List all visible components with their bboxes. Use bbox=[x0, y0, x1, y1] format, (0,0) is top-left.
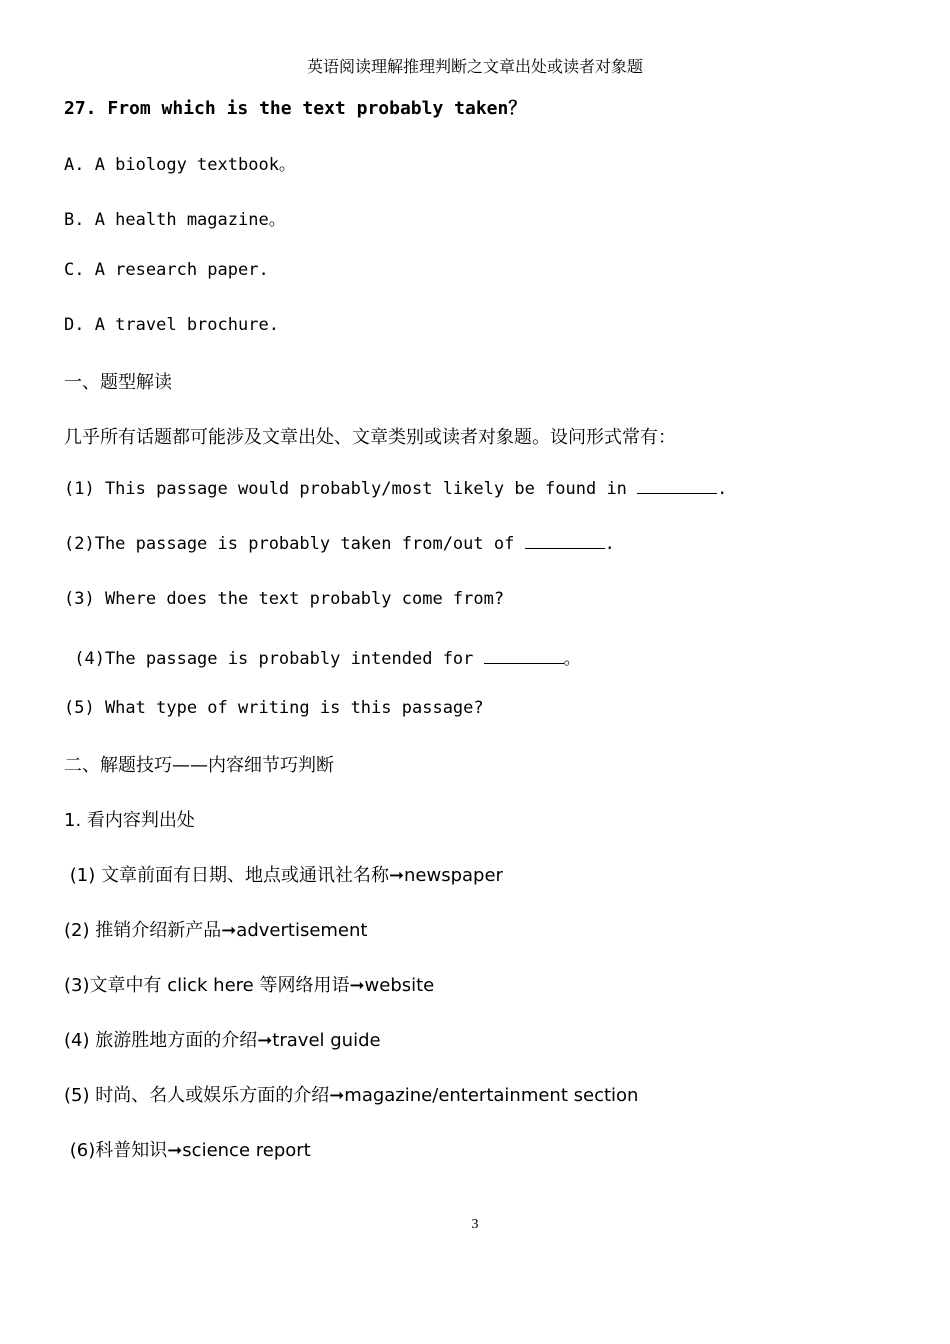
form-5-text: (5) What type of writing is this passage? bbox=[64, 698, 484, 718]
page-header: 英语阅读理解推理判断之文章出处或读者对象题 bbox=[306, 57, 643, 76]
answer-blank bbox=[484, 649, 564, 664]
form-4-end: 。 bbox=[563, 649, 581, 669]
tip-4: (4) 旅游胜地方面的介绍➞travel guide bbox=[64, 1030, 381, 1051]
page-number: 3 bbox=[471, 1217, 479, 1232]
answer-blank bbox=[637, 479, 717, 494]
section1-intro: 几乎所有话题都可能涉及文章出处、文章类别或读者对象题。设问形式常有： bbox=[64, 427, 676, 448]
tip-6: (6)科普知识➞science report bbox=[64, 1140, 311, 1161]
form-3-text: (3) Where does the text probably come from? bbox=[64, 589, 505, 609]
tip-1: (1) 文章前面有日期、地点或通讯社名称➞newspaper bbox=[64, 865, 503, 886]
form-2 bbox=[64, 534, 615, 554]
section1-heading: 一、题型解读 bbox=[64, 372, 172, 393]
option-d: D. A travel brochure. bbox=[64, 315, 279, 335]
section2-heading: 二、解题技巧——内容细节巧判断 bbox=[64, 755, 334, 776]
tip-2: (2) 推销介绍新产品➞advertisement bbox=[64, 920, 368, 941]
answer-blank bbox=[525, 534, 605, 549]
form-3 bbox=[64, 589, 504, 609]
form-2-text: (2)The passage is probably taken from/out of bbox=[64, 534, 525, 554]
question-text: From which is the text probably taken？ bbox=[107, 98, 527, 119]
form-2-end: . bbox=[604, 534, 615, 554]
option-c: C. A research paper. bbox=[64, 260, 269, 280]
form-1 bbox=[64, 479, 727, 499]
form-4 bbox=[64, 644, 581, 669]
question-number: 27. bbox=[64, 98, 97, 119]
tip-3: (3)文章中有 click here 等网络用语➞website bbox=[64, 975, 435, 996]
option-b: B. A health magazine。 bbox=[64, 210, 286, 230]
form-1-text: (1) This passage would probably/most likely be found in bbox=[64, 479, 638, 499]
option-a: A. A biology textbook。 bbox=[64, 155, 296, 175]
tip-5: (5) 时尚、名人或娱乐方面的介绍➞magazine/entertainment section bbox=[64, 1085, 639, 1106]
form-4-text: (4)The passage is probably intended for bbox=[64, 649, 484, 669]
section2-sub: 1. 看内容判出处 bbox=[64, 810, 195, 831]
question-stem bbox=[64, 94, 526, 120]
form-5 bbox=[64, 698, 484, 718]
form-1-end: . bbox=[717, 479, 728, 499]
